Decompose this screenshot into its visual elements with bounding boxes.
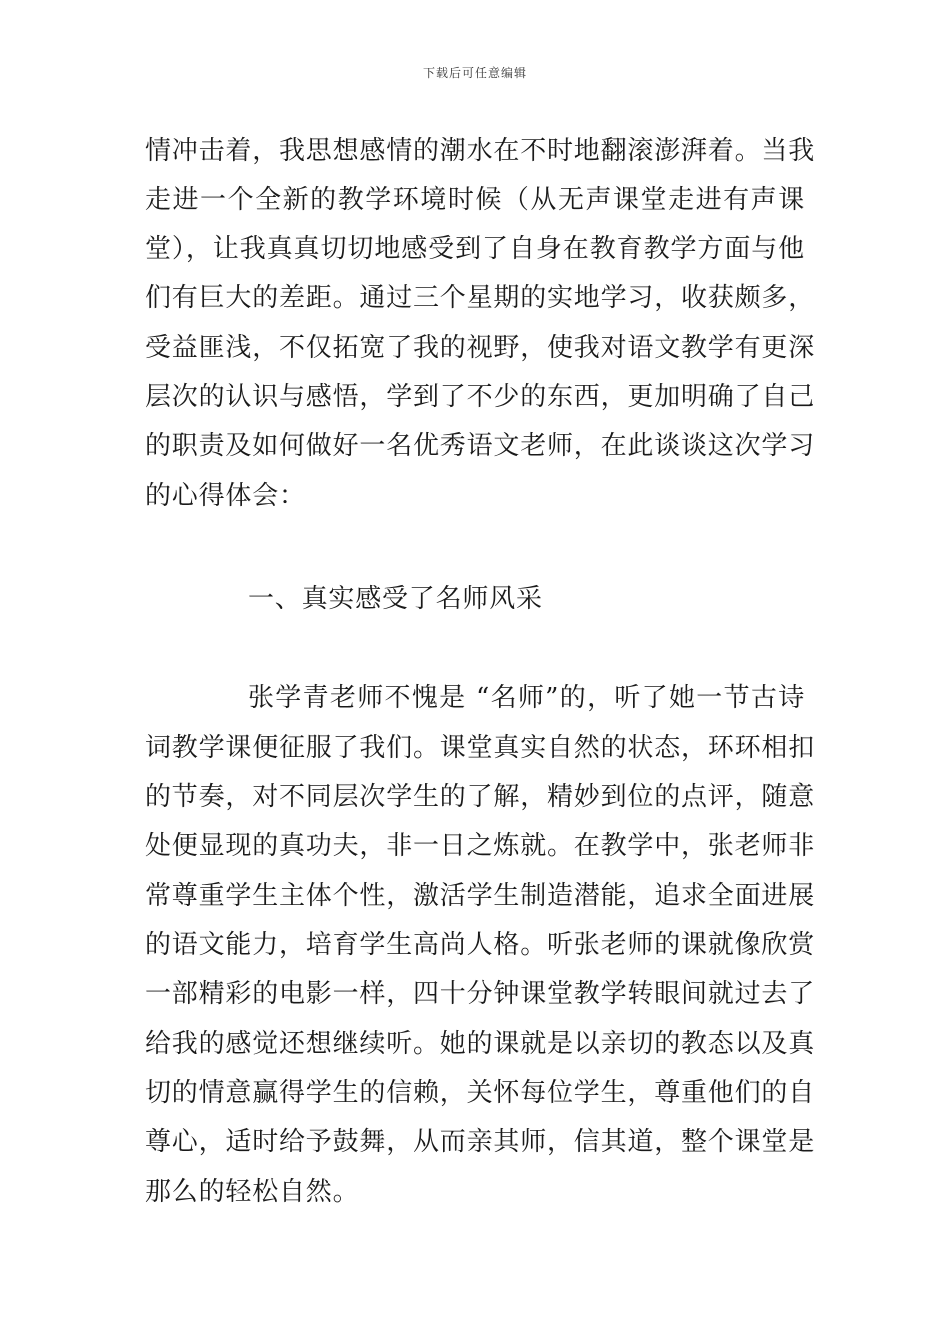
paragraph-line: 切的情意赢得学生的信赖，关怀每位学生，尊重他们的自	[145, 1078, 816, 1108]
section-heading: 一、真实感受了名师风采	[248, 584, 543, 614]
paragraph-line: 的节奏，对不同层次学生的了解，精妙到位的点评，随意	[145, 782, 816, 812]
paragraph-line: 处便显现的真功夫，非一日之炼就。在教学中，张老师非	[145, 831, 816, 861]
paragraph-line: 词教学课便征服了我们。课堂真实自然的状态，环环相扣	[145, 733, 816, 763]
paragraph-line: 堂），让我真真切切地感受到了自身在教育教学方面与他	[145, 234, 805, 264]
paragraph-line: 给我的感觉还想继续听。她的课就是以亲切的教态以及真	[145, 1029, 816, 1059]
paragraph-line: 那么的轻松自然。	[145, 1177, 360, 1207]
paragraph-line: 的语文能力，培育学生高尚人格。听张老师的课就像欣赏	[145, 930, 816, 960]
paragraph-line: 受益匪浅，不仅拓宽了我的视野，使我对语文教学有更深	[145, 333, 816, 363]
paragraph-line: 的心得体会：	[145, 481, 306, 511]
paragraph-line: 走进一个全新的教学环境时候（从无声课堂走进有声课	[145, 185, 805, 215]
paragraph-line: 层次的认识与感悟，学到了不少的东西，更加明确了自己	[145, 382, 816, 412]
paragraph-line: 尊心，适时给予鼓舞，从而亲其师，信其道，整个课堂是	[145, 1127, 816, 1157]
paragraph-line: 的职责及如何做好一名优秀语文老师，在此谈谈这次学习	[145, 431, 816, 461]
page-header: 下载后可任意编辑	[422, 66, 527, 80]
paragraph-line: 情冲击着，我思想感情的潮水在不时地翻滚澎湃着。当我	[145, 136, 816, 166]
paragraph-line: 们有巨大的差距。通过三个星期的实地学习，收获颇多，	[145, 283, 816, 313]
paragraph-line: 常尊重学生主体个性，激活学生制造潜能，追求全面进展	[145, 881, 816, 911]
paragraph-line: 张学青老师不愧是 “名师”的，听了她一节古诗	[248, 683, 805, 713]
paragraph-line: 一部精彩的电影一样，四十分钟课堂教学转眼间就过去了	[145, 979, 816, 1009]
